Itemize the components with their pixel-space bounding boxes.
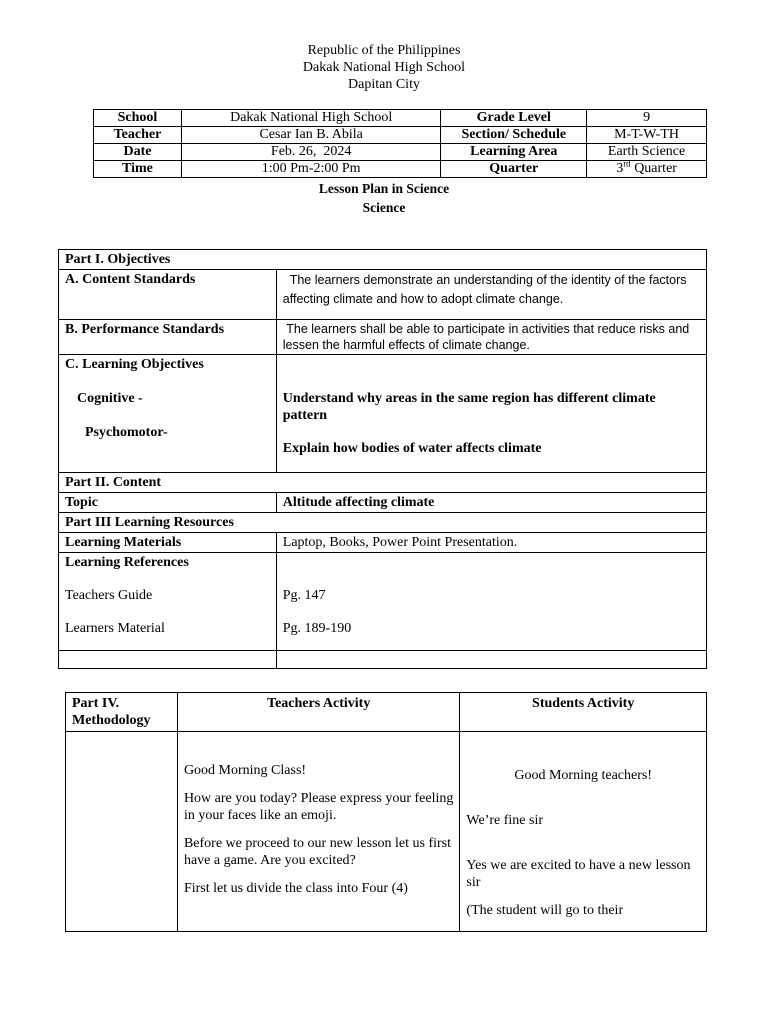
learning-objectives-labels	[59, 355, 277, 473]
lesson-plan-title: Lesson Plan in Science	[318, 181, 450, 196]
plan-row-learning-objectives	[59, 355, 707, 473]
date-value: Feb. 26, 2024	[181, 144, 441, 161]
methodology-row	[66, 732, 707, 932]
plan-row-content-standards	[59, 270, 707, 320]
part1-heading: Part I. Objectives	[59, 250, 707, 270]
area-label: Learning Area	[441, 144, 587, 161]
section-label: Section/ Schedule	[441, 127, 587, 144]
plan-row-part3	[59, 513, 707, 533]
student-reply: We’re fine sir	[466, 813, 544, 828]
school-label: School	[94, 110, 182, 127]
student-excited: Yes we are excited to have a new lesson sir	[466, 858, 691, 890]
plan-row-topic	[59, 493, 707, 513]
methodology-table	[65, 692, 707, 932]
student-instruction: (The student will go to their	[466, 903, 624, 918]
lesson-plan-table	[58, 249, 707, 669]
area-value: Earth Science	[587, 144, 707, 161]
topic-label: Topic	[59, 493, 277, 513]
plan-row-part2	[59, 473, 707, 493]
empty-cell	[59, 651, 277, 669]
time-value: 1:00 Pm-2:00 Pm	[181, 161, 441, 178]
students-activity-heading: Students Activity	[460, 693, 707, 732]
time-label: Time	[94, 161, 182, 178]
teachers-guide-page: Pg. 147	[282, 588, 326, 603]
teacher-value: Cesar Ian B. Abila	[181, 127, 441, 144]
psychomotor-label: Psychomotor-	[85, 425, 168, 440]
teachers-activity-cell	[177, 732, 459, 932]
part2-heading: Part II. Content	[59, 473, 707, 493]
student-greeting: Good Morning teachers!	[514, 768, 653, 783]
materials-label: Learning Materials	[59, 533, 277, 553]
plan-row-part1	[59, 250, 707, 270]
part4-heading: Part IV. Methodology	[66, 693, 178, 732]
info-row-date	[94, 144, 707, 161]
content-standards-label: A. Content Standards	[59, 270, 277, 320]
performance-standards-text: The learners shall be able to participate in activities that reduce risks and lessen the harmful effects of climate change.	[276, 320, 706, 355]
plan-row-performance-standards	[59, 320, 707, 355]
teacher-grouping: First let us divide the class into Four (4)	[183, 881, 408, 896]
psychomotor-objective: Explain how bodies of water affects climate	[282, 441, 542, 456]
quarter-suffix: rd	[623, 158, 631, 169]
teacher-greeting: Good Morning Class!	[183, 763, 307, 778]
school-value: Dakak National High School	[181, 110, 441, 127]
references-labels	[59, 553, 277, 651]
header-city: Dapitan City	[348, 77, 420, 92]
info-row-teacher	[94, 127, 707, 144]
quarter-number: 3	[616, 161, 624, 176]
cognitive-objective: Understand why areas in the same region has different climate pattern	[282, 391, 656, 423]
content-standards-text: The learners demonstrate an understanding of the identity of the factors affecting climate and how to adopt climate change.	[276, 270, 706, 320]
lesson-plan-subject: Science	[362, 200, 406, 215]
learning-objectives-values	[276, 355, 706, 473]
empty-cell	[276, 651, 706, 669]
learners-material-pages: Pg. 189-190	[282, 621, 352, 636]
info-table	[93, 109, 707, 178]
quarter-label: Quarter	[441, 161, 587, 178]
quarter-value	[587, 158, 707, 178]
teacher-game-intro: Before we proceed to our new lesson let us first have a game. Are you excited?	[183, 836, 452, 868]
learners-material-label: Learners Material	[65, 621, 165, 636]
cognitive-label: Cognitive -	[77, 391, 143, 406]
section-value: M-T-W-TH	[587, 127, 707, 144]
info-row-time	[94, 161, 707, 178]
performance-standards-label: B. Performance Standards	[59, 320, 277, 355]
teachers-guide-label: Teachers Guide	[65, 588, 153, 603]
methodology-header-row	[66, 693, 707, 732]
header-republic: Republic of the Philippines	[307, 43, 461, 58]
plan-row-materials	[59, 533, 707, 553]
document-header	[0, 42, 768, 93]
quarter-word: Quarter	[630, 161, 677, 176]
grade-label: Grade Level	[441, 110, 587, 127]
teachers-activity-heading: Teachers Activity	[177, 693, 459, 732]
grade-value: 9	[587, 110, 707, 127]
info-row-school	[94, 110, 707, 127]
plan-row-empty	[59, 651, 707, 669]
part3-heading: Part III Learning Resources	[59, 513, 707, 533]
materials-value: Laptop, Books, Power Point Presentation.	[276, 533, 706, 553]
header-school: Dakak National High School	[302, 60, 466, 75]
references-label: Learning References	[65, 555, 189, 570]
teacher-question: How are you today? Please express your feeling in your faces like an emoji.	[183, 791, 454, 823]
date-label: Date	[94, 144, 182, 161]
teacher-label: Teacher	[94, 127, 182, 144]
plan-row-references	[59, 553, 707, 651]
students-activity-cell	[460, 732, 707, 932]
methodology-phase-cell	[66, 732, 178, 932]
references-values	[276, 553, 706, 651]
learning-objectives-label: C. Learning Objectives	[65, 357, 204, 372]
topic-value: Altitude affecting climate	[276, 493, 706, 513]
